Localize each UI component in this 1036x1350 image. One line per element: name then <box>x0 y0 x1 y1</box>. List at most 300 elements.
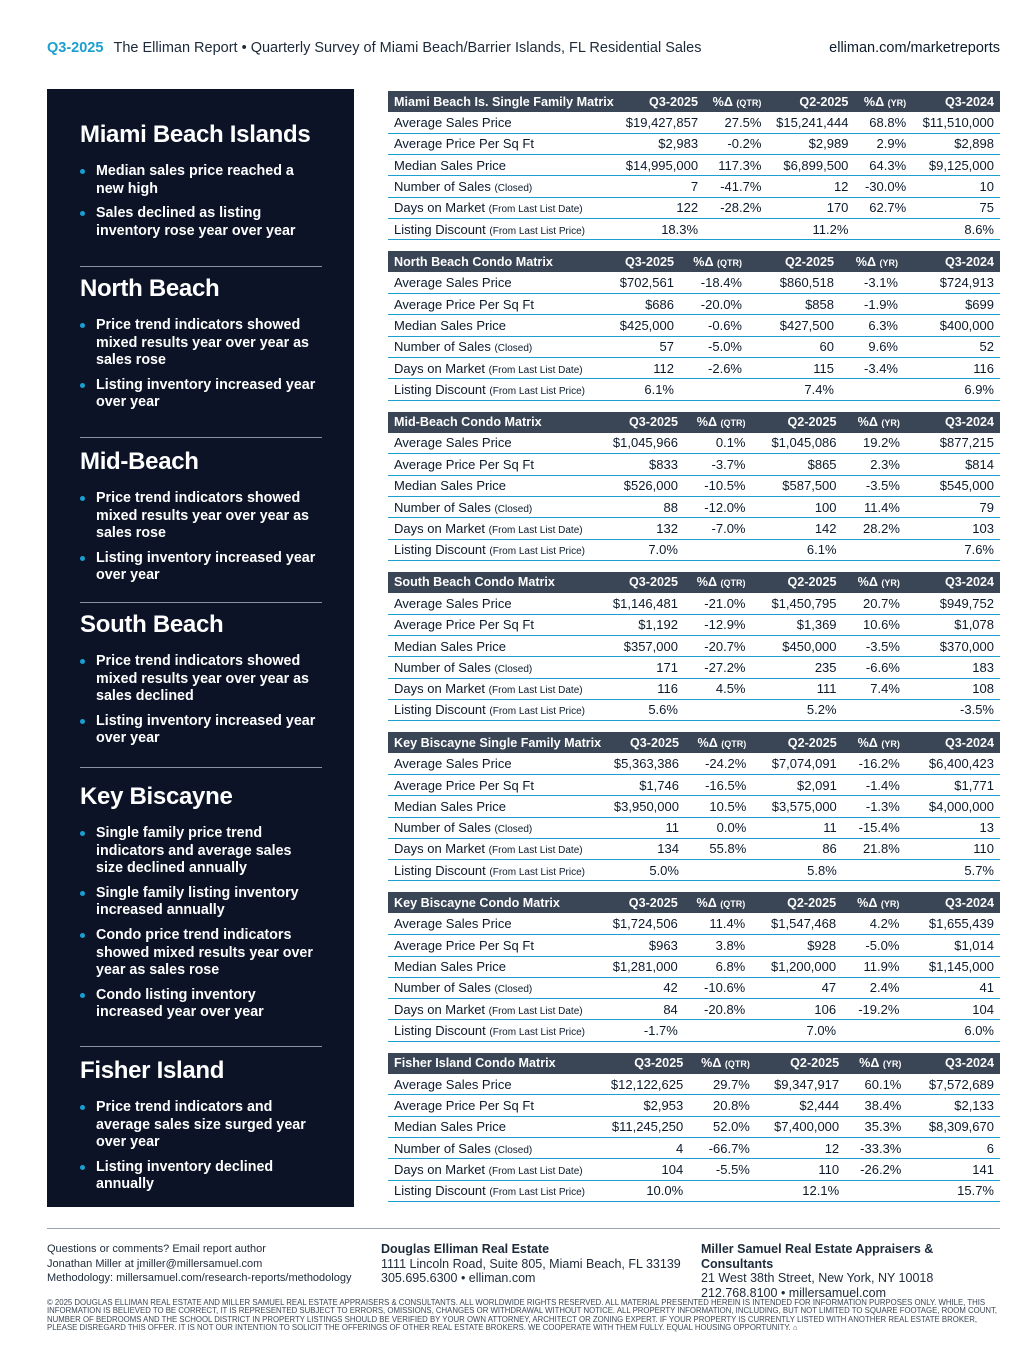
matrix-header-row <box>388 91 1000 112</box>
cell-value: $2,989 <box>767 133 854 154</box>
table-row <box>388 1116 1000 1137</box>
row-label-sub: (Closed) <box>494 183 533 195</box>
cell-value: $1,045,086 <box>752 433 843 454</box>
table-row <box>388 593 1000 614</box>
col-q3-2025 <box>607 412 684 433</box>
cell-value: -5.5% <box>689 1159 756 1180</box>
col-pct-yr-sub: (YR) <box>882 1059 902 1070</box>
cell-value: 115 <box>748 357 840 378</box>
row-label-text: Average Sales Price <box>394 275 512 291</box>
row-label <box>388 272 608 293</box>
matrix-header-row <box>388 732 1000 753</box>
row-label-text: Median Sales Price <box>394 157 506 173</box>
cell-value: 5.7% <box>906 860 1000 881</box>
row-label <box>388 1159 605 1180</box>
col-pct-yr <box>854 91 912 112</box>
row-label-text: Days on Market <box>394 200 486 216</box>
table-row <box>388 1159 1000 1180</box>
row-label <box>388 774 608 795</box>
cell-value: 5.8% <box>752 860 843 881</box>
row-label-text: Number of Sales <box>394 659 491 675</box>
table-row <box>388 176 1000 197</box>
col-pct-qtr-text: %Δ <box>693 254 714 269</box>
row-label-text: Average Sales Price <box>394 916 512 932</box>
legal-disclaimer: © 2025 DOUGLAS ELLIMAN REAL ESTATE AND MILLER SAMUEL REAL ESTATE APPRAISERS & CONSULTANTS. ALL WORLDWIDE RIGHTS RESERVED. ALL MATERIAL PRESENTED HEREIN IS INTENDED FOR INFORMATION PURPOSES ONLY. WHILE, THIS INFORMATION IS BELIEVED TO BE CORRECT, IT IS REPRESENTED SUBJECT TO ERRORS, OMISSIONS, CHANGES OR WITHDRAWAL WITHOUT NOTICE. ALL PROPERTY INFORMATION, INCLUDING, BUT NOT LIMITED TO SQUARE FOOTAGE, ROOM COUNT, NUMBER OF BEDROOMS AND THE SCHOOL DISTRICT IN PROPERTY LISTINGS SHOULD BE VERIFIED BY YOUR OWN ATTORNEY, ARCHITECT OR ZONING EXPERT. IF YOUR PROPERTY IS CURRENTLY LISTED WITH ANOTHER REAL ESTATE BROKER, PLEASE DISREGARD THIS OFFER. IT IS NOT OUR INTENTION TO SOLICIT THE OFFERINGS OF OTHER REAL ESTATE BROKERS. WE COOPERATE WITH THEM FULLY. EQUAL HOUSING OPPORTUNITY. ⌂ <box>47 1298 998 1333</box>
col-q3-2024-text: Q3-2024 <box>944 415 994 430</box>
row-label <box>388 913 607 934</box>
cell-value: $860,518 <box>748 272 840 293</box>
table-row <box>388 838 1000 859</box>
report-title: The Elliman Report • Quarterly Survey of Miami Beach/Barrier Islands, FL Residential Sales <box>113 40 702 56</box>
row-label-text: Days on Market <box>394 841 486 857</box>
cell-value: $1,281,000 <box>607 956 684 977</box>
matrix-title-text: North Beach Condo Matrix <box>394 254 553 269</box>
cell-value: -1.9% <box>840 294 904 315</box>
table-row <box>388 1074 1000 1095</box>
cell-value: $450,000 <box>752 635 843 656</box>
bullet: Listing inventory increased year over year <box>80 377 322 412</box>
cell-value: $949,752 <box>906 593 1000 614</box>
cell-value: $400,000 <box>904 315 1000 336</box>
matrix-table <box>388 572 1000 721</box>
col-q3-2024 <box>904 251 1000 272</box>
footer-douglas-elliman <box>381 1242 686 1286</box>
col-q3-2025-text: Q3-2025 <box>628 895 678 910</box>
company-phone: 305.695.6300 • elliman.com <box>381 1271 536 1285</box>
cell-value: $2,983 <box>620 133 704 154</box>
cell-value: 75 <box>912 197 1000 218</box>
row-label <box>388 433 607 454</box>
cell-value: $2,133 <box>907 1095 1000 1116</box>
matrix-table <box>388 1053 1000 1202</box>
cell-value: 60.1% <box>845 1074 907 1095</box>
cell-value: $9,125,000 <box>912 155 1000 176</box>
col-q2-2025 <box>752 412 843 433</box>
cell-value: 6.0% <box>905 1020 1000 1041</box>
cell-value: -16.5% <box>685 774 752 795</box>
row-label <box>388 817 608 838</box>
col-pct-yr-text: %Δ <box>857 575 878 590</box>
col-q3-2024 <box>906 412 1000 433</box>
section-title: Miami Beach Islands <box>80 121 311 148</box>
cell-value: $370,000 <box>906 635 1000 656</box>
cell-value: 108 <box>906 678 1000 699</box>
row-label-sub: (From Last List Price) <box>489 1187 585 1199</box>
matrix-title <box>388 412 607 433</box>
cell-value: $1,655,439 <box>905 913 1000 934</box>
row-label-sub: (Closed) <box>494 663 533 675</box>
bullet: Price trend indicators and average sales size surged year over year <box>80 1099 322 1152</box>
cell-value: 13 <box>906 817 1000 838</box>
cell-value: -3.5% <box>843 635 906 656</box>
bullet: Condo price trend indicators showed mixed results year over year as sales rose <box>80 927 322 980</box>
cell-value: 11.4% <box>684 913 751 934</box>
row-label-text: Average Sales Price <box>394 756 512 772</box>
cell-value: -33.3% <box>845 1138 907 1159</box>
cell-value: 134 <box>608 838 685 859</box>
table-row <box>388 956 1000 977</box>
divider <box>80 1046 322 1047</box>
row-label <box>388 1180 605 1201</box>
cell-value: 11.9% <box>842 956 905 977</box>
col-pct-yr-sub: (YR) <box>879 257 898 268</box>
table-row <box>388 614 1000 635</box>
row-label <box>388 635 607 656</box>
col-q3-2025-text: Q3-2025 <box>624 254 674 269</box>
row-label <box>388 935 607 956</box>
row-label <box>388 539 607 560</box>
matrix-title <box>388 91 620 112</box>
cell-value: -12.0% <box>684 496 752 517</box>
matrix-header-row <box>388 572 1000 593</box>
matrix-table <box>388 251 1000 400</box>
col-q2-2025-text: Q2-2025 <box>787 575 837 590</box>
col-pct-qtr <box>684 892 751 913</box>
cell-value: 116 <box>607 678 684 699</box>
cell-value: 106 <box>751 999 842 1020</box>
cell-value: $877,215 <box>906 433 1000 454</box>
row-label-text: Number of Sales <box>394 339 491 355</box>
table-row <box>388 357 1000 378</box>
row-label <box>388 657 607 678</box>
cell-value: $6,400,423 <box>906 753 1000 774</box>
row-label <box>388 678 607 699</box>
cell-value: $1,146,481 <box>607 593 684 614</box>
row-label-sub: (Closed) <box>494 824 533 836</box>
cell-value: 116 <box>904 357 1000 378</box>
row-label <box>388 593 607 614</box>
cell-value: $1,450,795 <box>752 593 843 614</box>
col-q3-2024-text: Q3-2024 <box>944 895 994 910</box>
col-q2-2025 <box>752 732 843 753</box>
cell-value <box>843 699 906 720</box>
cell-value: 100 <box>752 496 843 517</box>
cell-value: -20.8% <box>684 999 751 1020</box>
cell-value: -21.0% <box>684 593 752 614</box>
row-label-text: Median Sales Price <box>394 959 506 975</box>
matrix-header-row <box>388 892 1000 913</box>
table-row <box>388 977 1000 998</box>
cell-value: -3.5% <box>843 475 906 496</box>
col-pct-qtr-text: %Δ <box>696 895 717 910</box>
cell-value <box>685 860 752 881</box>
row-label-sub: (Closed) <box>494 1144 533 1156</box>
cell-value: 11.4% <box>843 496 906 517</box>
section-title: Key Biscayne <box>80 783 233 810</box>
table-row <box>388 935 1000 956</box>
cell-value: 104 <box>605 1159 689 1180</box>
bullet: Listing inventory declined annually <box>80 1159 322 1194</box>
row-label-text: Days on Market <box>394 1001 486 1017</box>
row-label-sub: (From Last List Date) <box>488 204 583 216</box>
cell-value: $587,500 <box>752 475 843 496</box>
row-label <box>388 977 607 998</box>
company-name: Douglas Elliman Real Estate <box>381 1242 550 1256</box>
col-q2-2025 <box>751 892 842 913</box>
cell-value: 11 <box>752 817 843 838</box>
cell-value: $12,122,625 <box>605 1074 689 1095</box>
table-row <box>388 475 1000 496</box>
cell-value: 28.2% <box>843 518 906 539</box>
cell-value: $7,400,000 <box>756 1116 845 1137</box>
row-label <box>388 1074 605 1095</box>
table-row <box>388 860 1000 881</box>
matrix-title <box>388 251 608 272</box>
section-key-biscayne <box>80 783 322 1029</box>
cell-value: 88 <box>607 496 684 517</box>
cell-value <box>684 539 752 560</box>
cell-value: -19.2% <box>842 999 905 1020</box>
row-label-text: Average Sales Price <box>394 1076 512 1092</box>
row-label-text: Average Price Per Sq Ft <box>394 1098 534 1114</box>
cell-value: $1,771 <box>906 774 1000 795</box>
table-row <box>388 496 1000 517</box>
row-label <box>388 357 608 378</box>
cell-value: 10.0% <box>605 1180 689 1201</box>
matrix-tables <box>388 91 1000 1202</box>
cell-value: $427,500 <box>748 315 840 336</box>
cell-value: 20.8% <box>689 1095 756 1116</box>
table-row <box>388 518 1000 539</box>
cell-value: $425,000 <box>608 315 680 336</box>
cell-value <box>840 379 904 400</box>
bullet: Price trend indicators showed mixed results year over year as sales rose <box>80 490 322 543</box>
cell-value: 35.3% <box>845 1116 907 1137</box>
row-label <box>388 1116 605 1137</box>
row-label <box>388 496 607 517</box>
cell-value: 7.4% <box>748 379 840 400</box>
col-q3-2025 <box>608 251 680 272</box>
cell-value: 7 <box>620 176 704 197</box>
col-pct-qtr <box>689 1053 756 1074</box>
row-label-text: Listing Discount <box>394 542 486 558</box>
col-q2-2025-text: Q2-2025 <box>790 1056 840 1071</box>
company-phone: 212.768.8100 • millersamuel.com <box>701 1285 887 1300</box>
row-label-text: Days on Market <box>394 360 486 376</box>
col-pct-yr-text: %Δ <box>859 1056 880 1071</box>
cell-value: -28.2% <box>704 197 767 218</box>
cell-value: 103 <box>906 518 1000 539</box>
cell-value: 5.0% <box>608 860 685 881</box>
cell-value <box>843 860 906 881</box>
cell-value: $865 <box>752 454 843 475</box>
cell-value: -20.7% <box>684 635 752 656</box>
col-pct-yr <box>840 251 904 272</box>
contact-line: Questions or comments? Email report author <box>47 1243 266 1255</box>
row-label-text: Number of Sales <box>394 179 491 195</box>
col-q2-2025-text: Q2-2025 <box>787 415 837 430</box>
row-label-sub: (From Last List Date) <box>488 524 583 536</box>
cell-value: 117.3% <box>704 155 767 176</box>
col-q2-2025-text: Q2-2025 <box>787 735 837 750</box>
row-label-sub: (From Last List Price) <box>489 866 585 878</box>
col-pct-qtr-sub: (QTR) <box>721 738 747 749</box>
row-label <box>388 1020 607 1041</box>
cell-value: 2.4% <box>842 977 905 998</box>
divider <box>80 437 322 438</box>
row-label <box>388 475 607 496</box>
cell-value: -16.2% <box>843 753 906 774</box>
row-label <box>388 336 608 357</box>
col-q3-2025 <box>608 732 685 753</box>
cell-value: 21.8% <box>843 838 906 859</box>
matrix-title-text: Key Biscayne Single Family Matrix <box>394 735 602 750</box>
col-pct-yr <box>843 572 906 593</box>
cell-value: 7.4% <box>843 678 906 699</box>
col-pct-yr <box>843 732 906 753</box>
row-label <box>388 999 607 1020</box>
col-pct-qtr <box>704 91 767 112</box>
table-row <box>388 913 1000 934</box>
col-q3-2024-text: Q3-2024 <box>944 575 994 590</box>
table-row <box>388 1138 1000 1159</box>
cell-value: $15,241,444 <box>767 112 854 133</box>
col-q3-2025-text: Q3-2025 <box>634 1056 684 1071</box>
cell-value: $8,309,670 <box>907 1116 1000 1137</box>
col-pct-yr-text: %Δ <box>863 94 885 109</box>
row-label-text: Average Sales Price <box>394 435 512 451</box>
cell-value: -1.7% <box>607 1020 684 1041</box>
contact-line[interactable]: Methodology: millersamuel.com/research-reports/methodology <box>47 1272 352 1284</box>
cell-value <box>854 218 912 239</box>
row-label-sub: (From Last List Date) <box>488 1005 583 1017</box>
cell-value: $963 <box>607 935 684 956</box>
col-pct-qtr <box>684 412 752 433</box>
cell-value: $858 <box>748 294 840 315</box>
matrix-table <box>388 892 1000 1041</box>
table-row <box>388 1095 1000 1116</box>
cell-value: 55.8% <box>685 838 752 859</box>
section-north-beach <box>80 275 322 419</box>
row-label-text: Average Price Per Sq Ft <box>394 457 534 472</box>
col-q3-2025-text: Q3-2025 <box>628 575 678 590</box>
row-label-text: Listing Discount <box>394 1183 486 1199</box>
cell-value: 142 <box>752 518 843 539</box>
col-pct-yr <box>845 1053 907 1074</box>
row-label-sub: (From Last List Date) <box>488 845 583 857</box>
cell-value <box>845 1180 907 1201</box>
cell-value: 5.2% <box>752 699 843 720</box>
bullet: Sales declined as listing inventory rose year over year <box>80 205 322 240</box>
row-label-sub: (From Last List Price) <box>489 546 585 558</box>
row-label-text: Average Sales Price <box>394 595 512 611</box>
cell-value: $1,145,000 <box>905 956 1000 977</box>
bullet: Listing inventory increased year over year <box>80 713 322 748</box>
cell-value: $545,000 <box>906 475 1000 496</box>
col-q2-2025-text: Q2-2025 <box>784 254 834 269</box>
table-row <box>388 999 1000 1020</box>
cell-value: 42 <box>607 977 684 998</box>
matrix-header-row <box>388 251 1000 272</box>
col-q3-2025-text: Q3-2025 <box>629 735 679 750</box>
col-q3-2025 <box>607 892 684 913</box>
table-row <box>388 454 1000 475</box>
bullet: Listing inventory increased year over year <box>80 550 322 585</box>
cell-value: 111 <box>752 678 843 699</box>
row-label <box>388 155 620 176</box>
contact-line[interactable]: Jonathan Miller at jmiller@millersamuel.com <box>47 1257 263 1270</box>
row-label-sub: (From Last List Price) <box>489 1027 585 1039</box>
section-fisher-island <box>80 1057 322 1201</box>
cell-value: $11,245,250 <box>605 1116 689 1137</box>
cell-value: 0.1% <box>684 433 752 454</box>
col-q3-2025 <box>620 91 704 112</box>
cell-value <box>842 1020 905 1041</box>
cell-value: 8.6% <box>912 218 1000 239</box>
col-pct-qtr <box>680 251 748 272</box>
col-pct-qtr-text: %Δ <box>712 94 733 109</box>
matrix-title-text: Mid-Beach Condo Matrix <box>394 415 542 430</box>
cell-value: 2.3% <box>843 454 906 475</box>
cell-value: 86 <box>752 838 843 859</box>
col-q2-2025-text: Q2-2025 <box>799 94 849 109</box>
cell-value: $526,000 <box>607 475 684 496</box>
row-label <box>388 197 620 218</box>
col-pct-qtr-sub: (QTR) <box>720 898 746 909</box>
table-row <box>388 315 1000 336</box>
col-pct-qtr <box>685 732 752 753</box>
cell-value: -3.4% <box>840 357 904 378</box>
quarter-label: Q3-2025 <box>47 40 104 56</box>
table-row <box>388 699 1000 720</box>
cell-value: -66.7% <box>689 1138 756 1159</box>
cell-value: $833 <box>607 454 684 475</box>
divider <box>80 602 322 603</box>
cell-value: -0.2% <box>704 133 767 154</box>
cell-value: 11 <box>608 817 685 838</box>
matrix-title-text: South Beach Condo Matrix <box>394 575 555 590</box>
row-label-text: Average Price Per Sq Ft <box>394 937 534 953</box>
row-label-text: Number of Sales <box>394 499 491 515</box>
cell-value: 2.9% <box>854 133 912 154</box>
cell-value: 4 <box>605 1138 689 1159</box>
col-q3-2024-text: Q3-2024 <box>944 1056 994 1071</box>
cell-value: -1.4% <box>843 774 906 795</box>
col-pct-yr-text: %Δ <box>855 254 876 269</box>
cell-value: 60 <box>748 336 840 357</box>
cell-value: 4.2% <box>842 913 905 934</box>
cell-value: 18.3% <box>620 218 704 239</box>
cell-value: 19.2% <box>843 433 906 454</box>
cell-value: 132 <box>607 518 684 539</box>
divider <box>80 767 322 768</box>
section-title: Fisher Island <box>80 1057 225 1084</box>
matrix-title-text: Key Biscayne Condo Matrix <box>394 895 560 910</box>
cell-value: 4.5% <box>684 678 752 699</box>
cell-value: -20.0% <box>680 294 748 315</box>
table-row <box>388 657 1000 678</box>
cell-value: 12 <box>767 176 854 197</box>
cell-value: 104 <box>905 999 1000 1020</box>
cell-value: 84 <box>607 999 684 1020</box>
col-pct-qtr-sub: (QTR) <box>720 418 746 429</box>
row-label-sub: (From Last List Price) <box>489 225 585 237</box>
cell-value: 7.0% <box>607 539 684 560</box>
table-row <box>388 336 1000 357</box>
cell-value: $1,200,000 <box>751 956 842 977</box>
cell-value: 9.6% <box>840 336 904 357</box>
row-label <box>388 956 607 977</box>
matrix-title <box>388 1053 605 1074</box>
report-url[interactable]: elliman.com/marketreports <box>829 40 1000 56</box>
cell-value: $4,000,000 <box>906 796 1000 817</box>
cell-value: 170 <box>767 197 854 218</box>
cell-value: $14,995,000 <box>620 155 704 176</box>
cell-value <box>680 379 748 400</box>
cell-value: -41.7% <box>704 176 767 197</box>
col-q3-2024 <box>906 732 1000 753</box>
col-q3-2025 <box>607 572 684 593</box>
